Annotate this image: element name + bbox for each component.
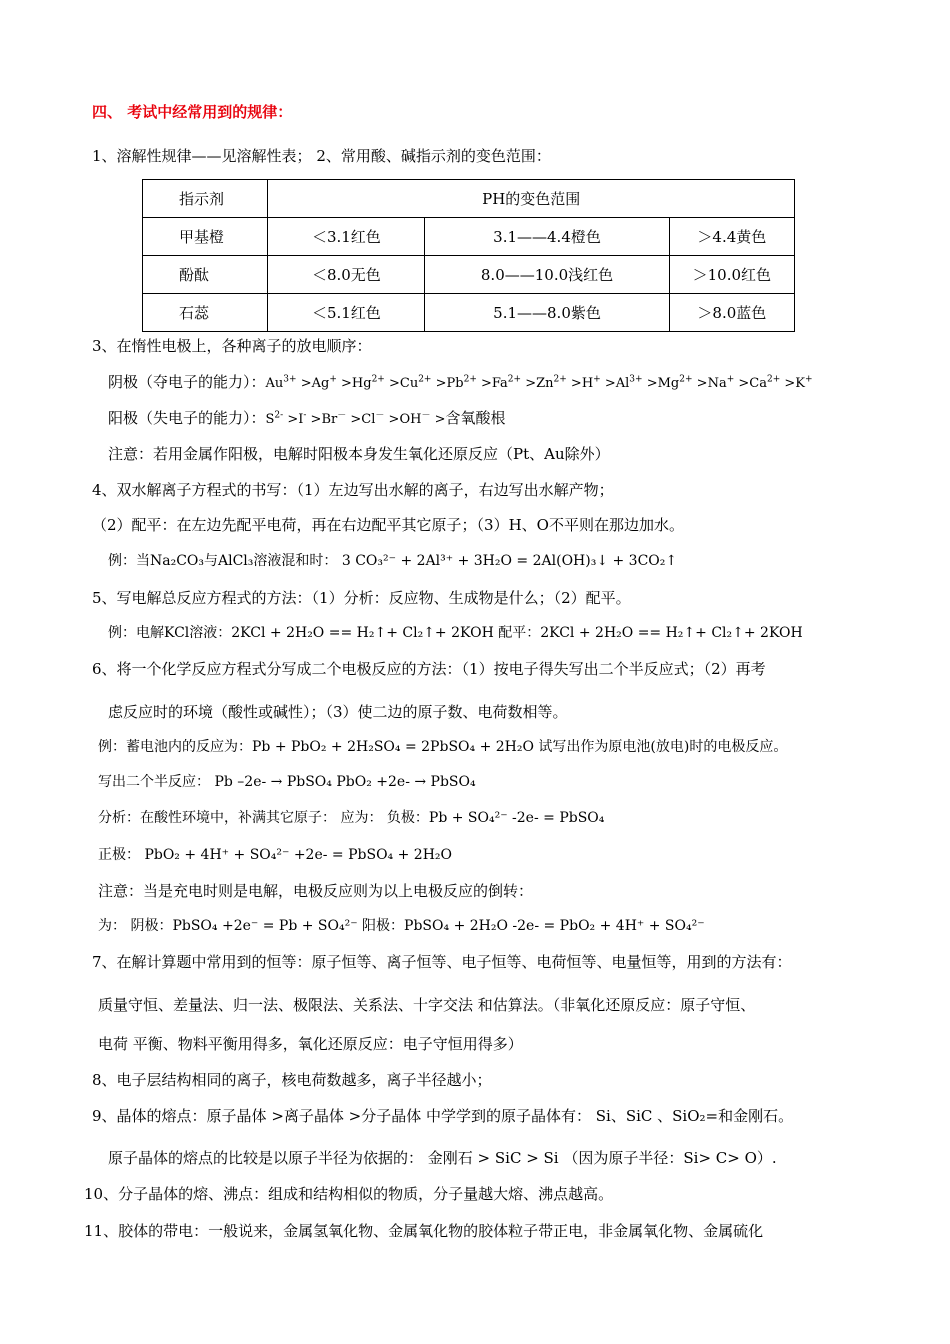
order-separator: >: [384, 376, 400, 391]
ion-charge: 2+: [553, 374, 567, 385]
ion-charge: +: [805, 374, 813, 385]
ion-charge: +: [593, 374, 601, 385]
table-cell: 酚酞: [143, 256, 268, 294]
ion-charge: 3+: [283, 374, 297, 385]
ion: [749, 376, 780, 391]
ion-symbol: Ca: [749, 376, 767, 391]
cathode-order-line: [108, 372, 813, 394]
table-cell: ＞4.4黄色: [669, 218, 794, 256]
ion-charge: 2+: [371, 374, 385, 385]
order-separator: >: [642, 376, 658, 391]
table-header-row: [143, 180, 795, 218]
ion: [266, 376, 297, 391]
ion-symbol: Zn: [536, 376, 554, 391]
order-separator: >: [384, 412, 400, 427]
anode-prefix: 阳极（失电子的能力）：: [108, 409, 266, 427]
rule-4-line: 4、双水解离子方程式的书写：（1）左边写出水解的离子，右边写出水解产物；: [92, 481, 614, 499]
rule-11-line: 11、胶体的带电：一般说来，金属氢氧化物、金属氧化物的胶体粒子带正电，非金属氧化物、金属硫化: [84, 1222, 764, 1240]
ion-symbol: Mg: [657, 376, 680, 391]
ion-symbol: Cu: [399, 376, 419, 391]
rule-6-half-line: 写出二个半反应： Pb –2e- → PbSO₄ PbO₂ +2e- → PbSO₄: [98, 774, 476, 790]
ion-symbol: Pb: [446, 376, 464, 391]
section-heading: 四、 考试中经常用到的规律：: [92, 103, 293, 121]
ion-charge: －: [421, 410, 431, 421]
ion-symbol: S: [265, 412, 275, 427]
order-separator: >: [283, 412, 299, 427]
ion-symbol: Hg: [351, 376, 372, 391]
ion-symbol: I: [298, 412, 304, 427]
rule-5-example-line: 例：电解KCl溶液：2KCl + 2H₂O == H₂↑+ Cl₂↑+ 2KOH 配平：2KCl + 2H₂O == H₂↑+ Cl₂↑+ 2KOH: [108, 625, 803, 641]
table-row: [143, 256, 795, 294]
order-separator: >: [692, 376, 708, 391]
ion-symbol: H: [581, 376, 594, 391]
order-separator: >: [430, 412, 446, 427]
cathode-ion-list: [266, 376, 813, 391]
table-cell: ＞10.0红色: [669, 256, 794, 294]
rule-6-example-line: 例：蓄电池内的反应为：Pb + PbO₂ + 2H₂SO₄ = 2PbSO₄ + 2H₂O 试写出作为原电池(放电)时的电极反应。: [98, 739, 788, 755]
ion-symbol: Na: [707, 376, 727, 391]
order-separator: >: [566, 376, 582, 391]
order-separator: >: [336, 376, 352, 391]
ion: [361, 412, 384, 427]
ion: [616, 376, 643, 391]
ion-symbol: Au: [265, 376, 284, 391]
order-separator: >: [306, 412, 322, 427]
rule-6-reverse-line: 为： 阴极：PbSO₄ +2e⁻ = Pb + SO₄²⁻ 阳极：PbSO₄ + 2H₂O -2e- = PbO₂ + 4H⁺ + SO₄²⁻: [98, 918, 705, 934]
order-separator: >: [296, 376, 312, 391]
ion-charge: 2-: [274, 410, 284, 421]
table-cell: 3.1——4.4橙色: [425, 218, 669, 256]
table-cell: ＜8.0无色: [268, 256, 425, 294]
rule-6-analysis-line: 分析：在酸性环境中，补满其它原子： 应为： 负极：Pb + SO₄²⁻ -2e- = PbSO₄: [98, 810, 605, 826]
ion-charge: 3+: [629, 374, 643, 385]
table-cell: 8.0——10.0浅红色: [425, 256, 669, 294]
rule-6-note-line: 注意：当是充电时则是电解，电极反应则为以上电极反应的倒转：: [98, 882, 534, 900]
ion: [399, 412, 430, 427]
ion-charge: 2+: [507, 374, 522, 385]
table-header-cell: PH的变色范围: [268, 180, 795, 218]
ion: [400, 376, 432, 391]
ion: [658, 376, 693, 391]
table-cell: ＞8.0蓝色: [669, 294, 794, 332]
ion-symbol: Br: [321, 412, 338, 427]
note-1-line: 注意：若用金属作阳极，电解时阳极本身发生氧化还原反应（Pt、Au除外）: [108, 445, 610, 463]
order-separator: >: [346, 412, 362, 427]
ion: [492, 376, 521, 391]
rule-8-line: 8、电子层结构相同的离子，核电荷数越多，离子半径越小；: [92, 1071, 492, 1089]
order-separator: >: [600, 376, 616, 391]
anode-order-line: [108, 408, 506, 430]
table-header-cell: 指示剂: [143, 180, 268, 218]
ion-symbol: Cl: [361, 412, 376, 427]
table-cell: 甲基橙: [143, 218, 268, 256]
order-separator: >: [780, 376, 796, 391]
ion-charge: 2+: [679, 374, 693, 385]
ion-symbol: K: [795, 376, 806, 391]
order-separator: >: [431, 376, 447, 391]
rule-6-positive-line: 正极： PbO₂ + 4H⁺ + SO₄²⁻ +2e- = PbSO₄ + 2H₂O: [98, 847, 453, 863]
table-cell: ＜3.1红色: [268, 218, 425, 256]
rule-1-line: 1、溶解性规律——见溶解性表； 2、常用酸、碱指示剂的变色范围：: [92, 147, 551, 165]
ion: [321, 412, 346, 427]
rule-4-example-line: 例：当Na₂CO₃与AlCl₃溶液混和时： 3 CO₃²⁻ + 2Al³⁺ + 3H₂O = 2Al(OH)₃↓ + 3CO₂↑: [108, 553, 678, 569]
ion-symbol: Al: [615, 376, 630, 391]
ion: [536, 376, 567, 391]
rule-6-cont-line: 虑反应时的环境（酸性或碱性）；（3）使二边的原子数、电荷数相等。: [108, 703, 568, 721]
table-cell: ＜5.1红色: [268, 294, 425, 332]
ion: [312, 376, 337, 391]
order-separator: >: [521, 376, 537, 391]
order-separator: >: [476, 376, 492, 391]
rule-7-line: 7、在解计算题中常用到的恒等：原子恒等、离子恒等、电子恒等、电荷恒等、电量恒等，用到的方法有：: [92, 953, 792, 971]
ion-charge: -: [303, 410, 307, 421]
table-cell: 石蕊: [143, 294, 268, 332]
rule-5-line: 5、写电解总反应方程式的方法：（1）分析：反应物、生成物是什么；（2）配平。: [92, 589, 631, 607]
ion-symbol: OH: [399, 412, 422, 427]
anode-ion-list: [266, 412, 446, 427]
ion: [266, 412, 284, 427]
anode-suffix: 含氧酸根: [445, 409, 506, 427]
ion-charge: －: [337, 410, 347, 421]
table-cell: 5.1——8.0紫色: [425, 294, 669, 332]
ion-charge: 2+: [418, 374, 432, 385]
rule-10-line: 10、分子晶体的熔、沸点：组成和结构相似的物质，分子量越大熔、沸点越高。: [84, 1185, 614, 1203]
rule-6-line: 6、将一个化学反应方程式分写成二个电极反应的方法：（1）按电子得失写出二个半反应式；（2）再考: [92, 660, 766, 678]
order-separator: >: [734, 376, 750, 391]
ion-charge: －: [375, 410, 385, 421]
rule-7-cont2-line: 电荷 平衡、物料平衡用得多，氧化还原反应：电子守恒用得多）: [98, 1035, 523, 1053]
ion-charge: +: [726, 374, 735, 385]
ion: [708, 376, 735, 391]
rule-9-line: 9、晶体的熔点：原子晶体 >离子晶体 >分子晶体 中学学到的原子晶体有： Si、SiC 、SiO₂=和金刚石。: [92, 1107, 794, 1125]
ion: [447, 376, 477, 391]
ion: [352, 376, 385, 391]
cathode-prefix: 阴极（夺电子的能力）：: [108, 373, 266, 391]
ion-charge: 2+: [766, 374, 781, 385]
rule-3-line: 3、在惰性电极上，各种离子的放电顺序：: [92, 337, 372, 355]
ion-symbol: Ag: [311, 376, 330, 391]
ion: [795, 376, 812, 391]
rule-4-cont-line: （2）配平：在左边先配平电荷，再在右边配平其它原子；（3）H、O不平则在那边加水。: [92, 516, 684, 534]
ion-charge: +: [329, 374, 337, 385]
rule-7-cont-line: 质量守恒、差量法、归一法、极限法、关系法、十字交法 和估算法。（非氧化还原反应：原子守恒、: [98, 996, 756, 1014]
rule-9-cont-line: 原子晶体的熔点的比较是以原子半径为依据的： 金刚石 > SiC > Si （因为原子半径：Si> C> O）.: [108, 1149, 777, 1167]
table-row: [143, 294, 795, 332]
ion: [582, 376, 601, 391]
indicator-table: [142, 179, 795, 332]
ion-symbol: Fa: [491, 376, 508, 391]
table-row: [143, 218, 795, 256]
ion-charge: 2+: [463, 374, 477, 385]
